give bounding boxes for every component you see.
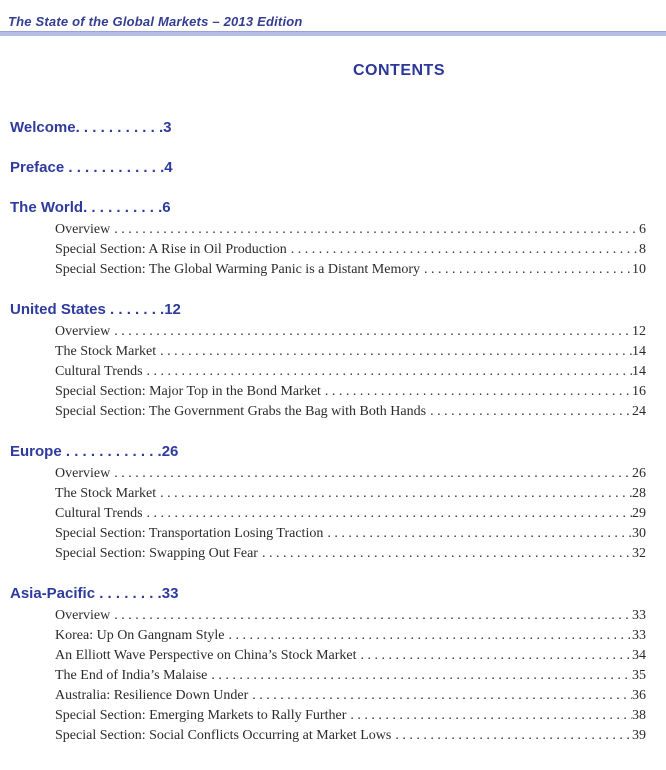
entry-label: Special Section: Transportation Losing Traction <box>55 526 324 541</box>
entry-page-number: 24 <box>632 404 646 419</box>
toc-entry[interactable] <box>10 240 646 260</box>
entry-leader-dots <box>258 544 632 564</box>
entry-page-number: 14 <box>632 364 646 379</box>
toc-section-heading-europe[interactable] <box>10 442 646 462</box>
header-divider-rule <box>0 31 666 36</box>
entry-label: Special Section: The Global Warming Panic is a Distant Memory <box>55 262 421 277</box>
section-label: Preface <box>10 159 65 176</box>
entry-page-number: 35 <box>632 668 646 683</box>
section-label: Europe <box>10 443 62 460</box>
toc-section-heading-the-world[interactable] <box>10 198 646 218</box>
toc-section-europe <box>10 442 646 564</box>
entry-leader-dots <box>110 220 639 240</box>
toc-section-the-world <box>10 198 646 280</box>
section-label: Welcome <box>10 119 76 136</box>
section-leader-dots: . . . . . . . . . . <box>83 199 163 216</box>
report-title: The State of the Global Markets – 2013 Edition <box>8 14 303 29</box>
section-leader-dots: . . . . . . . . . . . <box>75 119 164 136</box>
toc-entry[interactable] <box>10 464 646 484</box>
toc-section-asia-pacific <box>10 584 646 746</box>
entry-page-number: 38 <box>632 708 646 723</box>
toc-entry[interactable] <box>10 260 646 280</box>
toc-entry[interactable] <box>10 606 646 626</box>
toc-section-welcome <box>10 118 646 138</box>
section-page-number: 3 <box>163 119 172 136</box>
section-page-number: 6 <box>162 199 171 216</box>
toc-entry[interactable] <box>10 484 646 504</box>
entry-label: Special Section: Swapping Out Fear <box>55 546 258 561</box>
entry-label: Cultural Trends <box>55 364 143 379</box>
entry-label: The End of India’s Malaise <box>55 668 208 683</box>
entry-leader-dots <box>420 260 632 280</box>
entry-label: The Stock Market <box>55 486 157 501</box>
entry-page-number: 14 <box>632 344 646 359</box>
entry-label: Special Section: Emerging Markets to Rally Further <box>55 708 347 723</box>
toc-section-united-states <box>10 300 646 422</box>
entry-leader-dots <box>110 606 632 626</box>
entry-leader-dots <box>346 706 632 726</box>
entry-leader-dots <box>323 524 632 544</box>
section-page-number: 33 <box>161 585 179 602</box>
entry-page-number: 28 <box>632 486 646 501</box>
entry-label: Overview <box>55 608 111 623</box>
entry-leader-dots <box>287 240 639 260</box>
entry-label: Overview <box>55 466 111 481</box>
toc-entry[interactable] <box>10 686 646 706</box>
section-leader-dots: . . . . . . . . . . . . <box>61 443 162 460</box>
entry-label: The Stock Market <box>55 344 157 359</box>
section-leader-dots: . . . . . . . . <box>95 585 162 602</box>
section-page-number: 26 <box>161 443 179 460</box>
toc-section-heading-united-states[interactable] <box>10 300 646 320</box>
toc-section-heading-welcome[interactable] <box>10 118 646 138</box>
entry-leader-dots <box>357 646 632 666</box>
entry-leader-dots <box>207 666 632 686</box>
toc-entry[interactable] <box>10 220 646 240</box>
toc-section-heading-asia-pacific[interactable] <box>10 584 646 604</box>
entry-leader-dots <box>156 484 632 504</box>
entry-leader-dots <box>143 362 632 382</box>
toc-entry[interactable] <box>10 504 646 524</box>
entry-page-number: 34 <box>632 648 646 663</box>
entry-page-number: 29 <box>632 506 646 521</box>
entry-page-number: 33 <box>632 628 646 643</box>
section-label: Asia-Pacific <box>10 585 96 602</box>
toc-entry[interactable] <box>10 626 646 646</box>
entry-leader-dots <box>225 626 632 646</box>
entry-page-number: 33 <box>632 608 646 623</box>
toc-entry[interactable] <box>10 322 646 342</box>
entry-page-number: 26 <box>632 466 646 481</box>
entry-page-number: 30 <box>632 526 646 541</box>
toc-entry[interactable] <box>10 726 646 746</box>
entry-label: Australia: Resilience Down Under <box>55 688 249 703</box>
entry-label: Special Section: Major Top in the Bond Market <box>55 384 321 399</box>
entry-label: Special Section: A Rise in Oil Production <box>55 242 287 257</box>
entry-page-number: 10 <box>632 262 646 277</box>
entry-label: Cultural Trends <box>55 506 143 521</box>
section-page-number: 4 <box>164 159 173 176</box>
toc-entry[interactable] <box>10 646 646 666</box>
document-page <box>0 14 666 770</box>
entry-page-number: 12 <box>632 324 646 339</box>
toc-entry[interactable] <box>10 402 646 422</box>
toc-entry[interactable] <box>10 544 646 564</box>
entry-label: An Elliott Wave Perspective on China’s Stock Market <box>55 648 357 663</box>
section-page-number: 12 <box>164 301 181 318</box>
entry-page-number: 32 <box>632 546 646 561</box>
toc-entry[interactable] <box>10 524 646 544</box>
section-leader-dots: . . . . . . . <box>105 301 165 318</box>
entry-leader-dots <box>248 686 632 706</box>
entry-leader-dots <box>321 382 632 402</box>
entry-page-number: 36 <box>632 688 646 703</box>
section-label: United States <box>10 301 106 318</box>
entry-label: Special Section: The Government Grabs the Bag with Both Hands <box>55 404 427 419</box>
toc-section-preface <box>10 158 646 178</box>
table-of-contents <box>10 118 646 746</box>
toc-entry[interactable] <box>10 706 646 726</box>
section-leader-dots: . . . . . . . . . . . . <box>64 159 165 176</box>
contents-heading: CONTENTS <box>353 62 445 79</box>
toc-entry[interactable] <box>10 666 646 686</box>
entry-page-number: 8 <box>639 242 646 257</box>
entry-leader-dots <box>110 322 632 342</box>
section-label: The World <box>10 199 84 216</box>
toc-entry[interactable] <box>10 362 646 382</box>
toc-entry[interactable] <box>10 342 646 362</box>
entry-leader-dots <box>143 504 632 524</box>
entry-label: Special Section: Social Conflicts Occurring at Market Lows <box>55 728 392 743</box>
entry-leader-dots <box>426 402 632 422</box>
toc-section-heading-preface[interactable] <box>10 158 646 178</box>
entry-label: Overview <box>55 222 111 237</box>
entry-leader-dots <box>391 726 632 746</box>
entry-leader-dots <box>156 342 632 362</box>
entry-label: Overview <box>55 324 111 339</box>
entry-page-number: 39 <box>632 728 646 743</box>
entry-leader-dots <box>110 464 632 484</box>
entry-page-number: 16 <box>632 384 646 399</box>
toc-entry[interactable] <box>10 382 646 402</box>
entry-page-number: 6 <box>639 222 646 237</box>
entry-label: Korea: Up On Gangnam Style <box>55 628 225 643</box>
